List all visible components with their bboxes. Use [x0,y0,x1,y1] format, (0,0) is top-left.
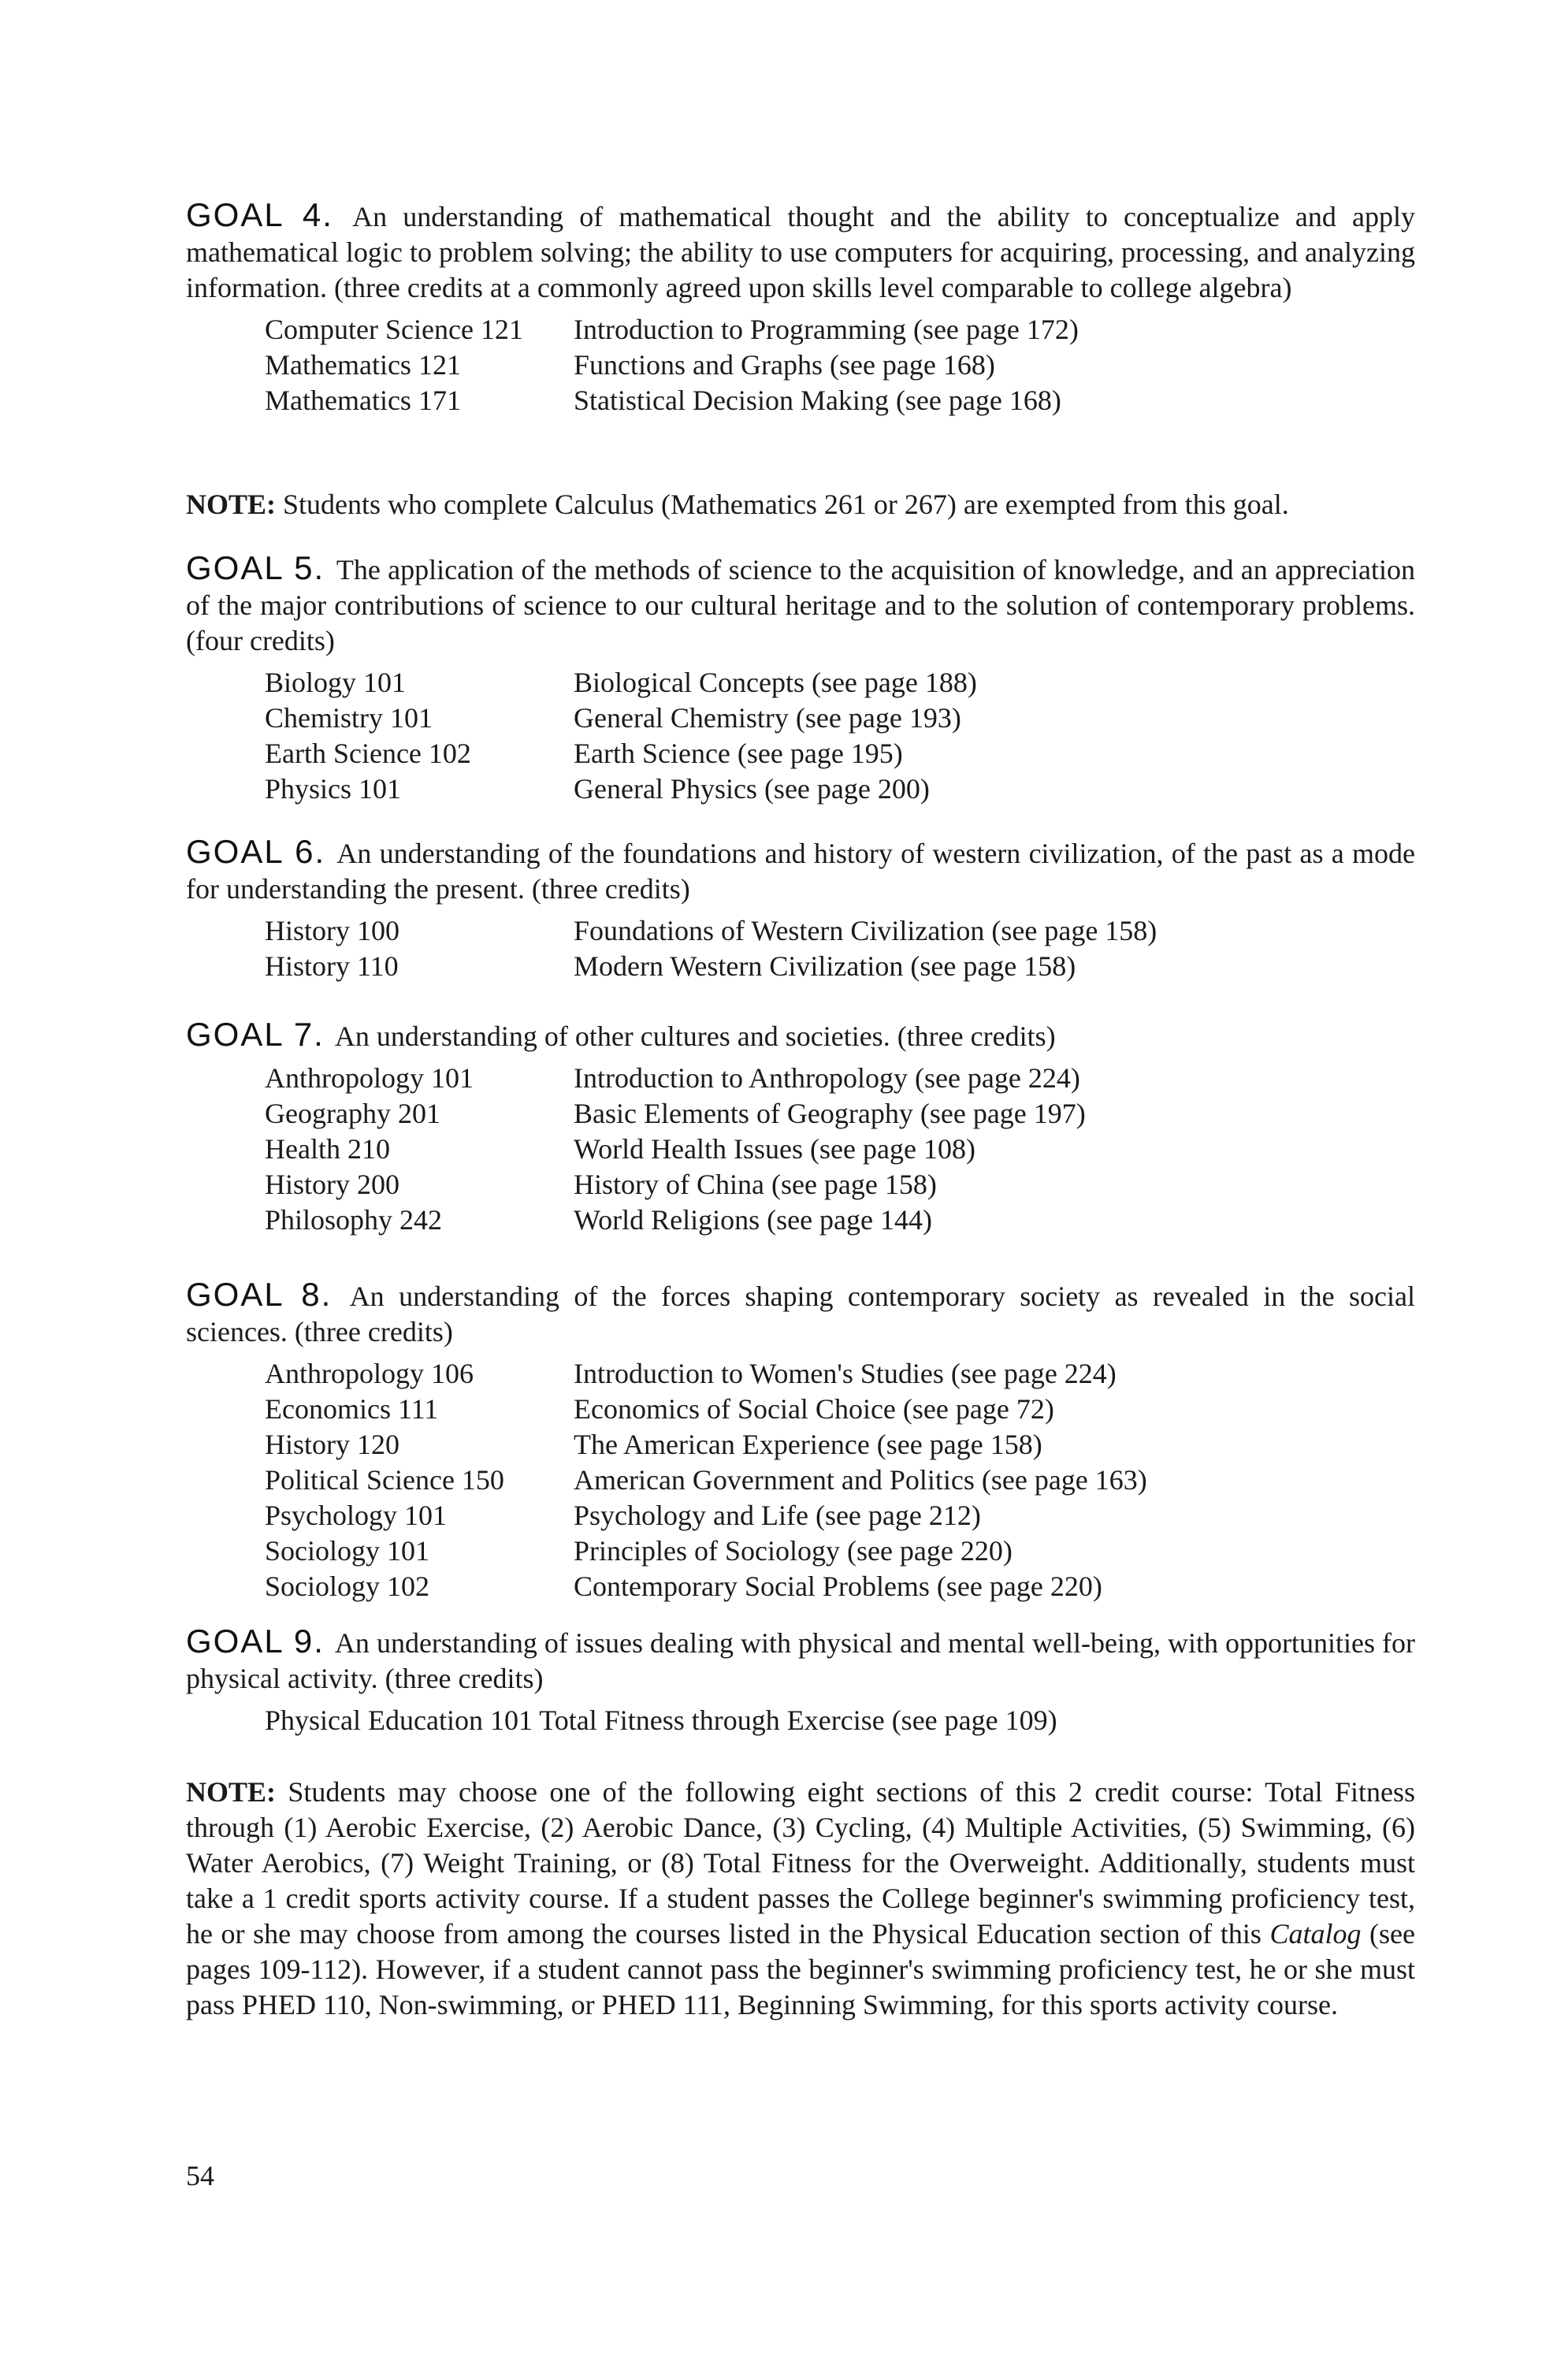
goal-4-section [186,197,1415,418]
goal-8-section [186,1277,1415,1604]
course-title: The American Experience (see page 158) [574,1429,1042,1460]
course-title: Psychology and Life (see page 212) [574,1500,981,1531]
note-label: NOTE: [186,1776,277,1808]
course-name: Earth Science 102 [265,738,471,769]
note-calculus-exemption [186,487,1415,522]
course-title: Statistical Decision Making (see page 168) [574,385,1061,416]
course-title: World Health Issues (see page 108) [574,1133,975,1165]
course-name: History 100 [265,915,399,946]
catalog-italic: Catalog [1269,1918,1362,1950]
course-name: Physics 101 [265,773,402,805]
goal-6-course-list [265,913,1415,984]
page-number: 54 [186,2160,214,2191]
goal-7-label: GOAL 7. [186,1016,325,1053]
course-name: History 110 [265,950,399,982]
course-row [265,1463,1415,1498]
goal-7-paragraph [186,1017,1415,1054]
course-row [265,1569,1415,1604]
goal-4-label: GOAL 4. [186,196,333,233]
goal-9-paragraph [186,1623,1415,1697]
course-title: History of China (see page 158) [574,1169,937,1200]
course-title: Introduction to Programming (see page 172) [574,314,1079,345]
course-title: Functions and Graphs (see page 168) [574,349,995,381]
course-name: Computer Science 121 [265,314,523,345]
goal-6-label: GOAL 6. [186,833,326,870]
course-name: Biology 101 [265,667,407,698]
course-row [265,771,1415,807]
course-row [265,949,1415,984]
goal-7-text: An understanding of other cultures and societies. (three credits) [334,1020,1056,1052]
goal-4-paragraph [186,197,1415,306]
course-row [265,312,1415,348]
course-name: Mathematics 121 [265,349,461,381]
note-text-part-1: Students may choose one of the following eight sections of this 2 credit course: Total Fitness through (1) Aerobic Exercise, (2) Aerobic Dance, (3) Cycling, (4) Multiple Activities, (5) Swimming, (6) Water Aerobics, (7) Weight Training, or (8) Total Fitness for the Overweight. Additionally, students must take a 1 credit sports activity course. If a student passes the College beginner's swimming proficiency test, he or she may choose from among the courses listed in the Physical Education section of this [186,1776,1416,1950]
course-title: Economics of Social Choice (see page 72) [574,1393,1054,1425]
course-row [265,1392,1415,1427]
course-name: Geography 201 [265,1098,440,1129]
note-label: NOTE: [186,489,277,520]
course-title: Earth Science (see page 195) [574,738,903,769]
course-title: Principles of Sociology (see page 220) [574,1535,1013,1567]
goal-5-paragraph [186,550,1415,659]
course-row [265,736,1415,771]
goal-5-course-list [265,665,1415,807]
goal-5-section [186,550,1415,807]
goal-8-text: An understanding of the forces shaping contemporary society as revealed in the social sciences. (three credits) [186,1281,1416,1347]
course-row [265,1132,1415,1167]
course-title: World Religions (see page 144) [574,1204,932,1236]
goal-7-course-list [265,1061,1415,1238]
course-row [265,1061,1415,1096]
course-title: American Government and Politics (see page 163) [574,1464,1147,1496]
goal-9-label: GOAL 9. [186,1623,325,1660]
course-name: Anthropology 101 [265,1062,474,1094]
course-title: Biological Concepts (see page 188) [574,667,977,698]
course-name: Chemistry 101 [265,702,433,734]
course-title: General Physics (see page 200) [574,773,930,805]
course-row [265,1096,1415,1132]
course-name: Political Science 150 [265,1464,504,1496]
goal-9-course-line: Physical Education 101 Total Fitness through Exercise (see page 109) [265,1704,1057,1736]
goal-5-label: GOAL 5. [186,549,325,586]
course-row [265,1356,1415,1392]
course-row [265,1427,1415,1463]
goal-6-text: An understanding of the foundations and history of western civilization, of the past as a mode for understanding the present. (three credits) [186,838,1415,905]
course-title: Modern Western Civilization (see page 158) [574,950,1076,982]
course-title: Foundations of Western Civilization (see page 158) [574,915,1157,946]
course-title: General Chemistry (see page 193) [574,702,961,734]
goal-7-section [186,1017,1415,1238]
course-row [265,1167,1415,1203]
course-name: Philosophy 242 [265,1204,443,1236]
course-name: Anthropology 106 [265,1358,474,1389]
course-row [265,665,1415,701]
goal-6-paragraph [186,834,1415,907]
course-row [265,913,1415,949]
course-row [265,1533,1415,1569]
course-row [265,348,1415,383]
goal-8-paragraph [186,1277,1415,1350]
course-name: Psychology 101 [265,1500,448,1531]
course-name: Mathematics 171 [265,385,461,416]
course-name: Sociology 102 [265,1571,430,1602]
goal-9-section [186,1623,1415,1738]
course-row [265,701,1415,736]
course-name: History 120 [265,1429,399,1460]
course-name: Health 210 [265,1133,390,1165]
note-text: Students who complete Calculus (Mathematics 261 or 267) are exempted from this goal. [283,489,1289,520]
course-name: Sociology 101 [265,1535,430,1567]
goal-8-course-list [265,1356,1415,1604]
course-row [265,1203,1415,1238]
goal-9-text: An understanding of issues dealing with physical and mental well-being, with opportunities for physical activity. (three credits) [186,1627,1415,1694]
goal-4-course-list [265,312,1415,418]
course-title: Introduction to Women's Studies (see page 224) [574,1358,1117,1389]
course-row [265,1498,1415,1533]
course-row [265,383,1415,418]
note-text-part-2: (see pages 109-112). However, if a student cannot pass the beginner's swimming proficiency test, he or she must pass PHED 110, Non-swimming, or PHED 111, Beginning Swimming, for this sports activity course. [186,1918,1416,2020]
course-title: Basic Elements of Geography (see page 197) [574,1098,1086,1129]
goal-4-text: An understanding of mathematical thought and the ability to conceptualize and apply mathematical logic to problem solving; the ability to use computers for acquiring, processing, and analyzing information. (three credits at a commonly agreed upon skills level comparable to college algebra) [186,201,1416,303]
course-title: Introduction to Anthropology (see page 224) [574,1062,1080,1094]
goal-6-section [186,834,1415,984]
course-name: Economics 111 [265,1393,439,1425]
goal-5-text: The application of the methods of science to the acquisition of knowledge, and an appreciation of the major contributions of science to our cultural heritage and to the solution of contemporary problems. (four credits) [186,554,1415,656]
course-title: Contemporary Social Problems (see page 220) [574,1571,1102,1602]
note-physical-education [186,1775,1415,2023]
goal-8-label: GOAL 8. [186,1276,333,1313]
course-name: History 200 [265,1169,399,1200]
